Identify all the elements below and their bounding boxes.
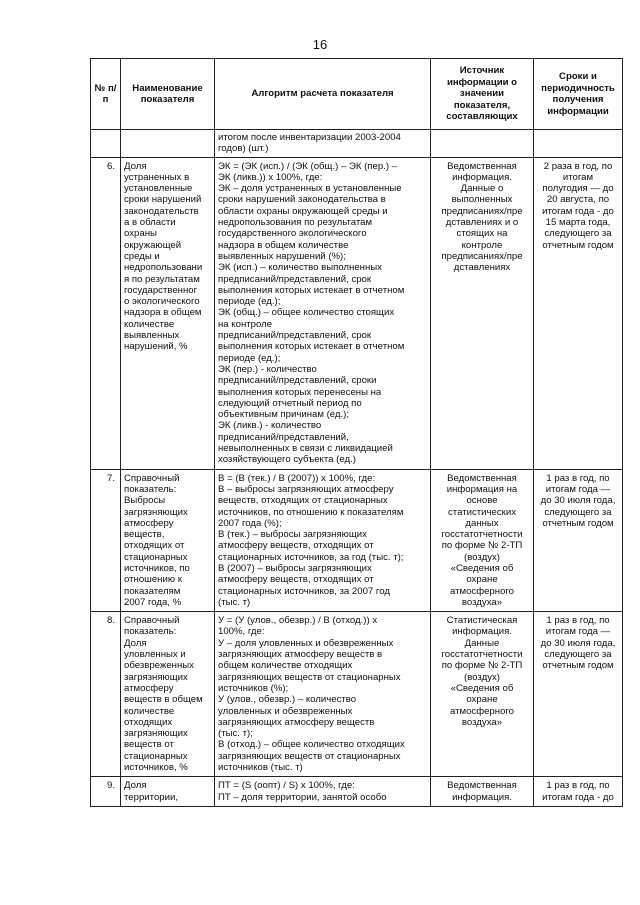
calculation-algorithm <box>215 612 431 777</box>
text-line: Статистическая <box>446 615 518 627</box>
text-line: годов) (шт.) <box>218 143 269 155</box>
text-line: выявленных <box>124 330 180 342</box>
header-name: Наименование показателя <box>121 59 215 130</box>
text-line: отчетным годом <box>542 517 614 529</box>
text-line: загрязняющих <box>124 671 188 683</box>
indicator-name <box>121 157 215 469</box>
text-line: ЭК (исп.) – количество выполненных <box>218 262 382 274</box>
text-line: атмосферного <box>449 705 515 717</box>
text-line: информация. <box>452 626 512 638</box>
text-line: следующего за <box>544 506 612 518</box>
text-line: предписаний/представлений, срок <box>218 273 372 285</box>
reporting-period <box>534 469 623 612</box>
text-line: 2007 года (%); <box>218 517 282 529</box>
text-line: госстатотчетности <box>441 529 523 541</box>
table-row <box>91 157 623 469</box>
text-line: информация на <box>446 483 518 495</box>
header-source: Источник информации о значении показателя, составляющих <box>431 59 534 130</box>
text-line: «Сведения об <box>450 562 514 574</box>
text-line: 1 раз в год, по <box>546 780 610 792</box>
text-line: ЭК (пер.) - количество <box>218 363 317 375</box>
text-line: по форме № 2-ТП <box>441 660 523 672</box>
page-number: 16 <box>312 37 328 52</box>
text-line: У (улов., обезвр.) – количество <box>218 694 357 706</box>
text-line: окружающей <box>124 239 182 251</box>
text-line: (воздух) <box>464 551 500 563</box>
text-line: количестве <box>124 318 175 330</box>
text-line: показатель: <box>124 483 177 495</box>
text-line: недропользования по результатам <box>218 217 373 229</box>
table-header-row <box>91 59 623 130</box>
table-row <box>91 612 623 777</box>
header-algorithm: Алгоритм расчета показателя <box>215 59 431 130</box>
text-line: выполнения которых истекает в отчетном <box>218 284 405 296</box>
text-line: (тыс. т) <box>218 596 251 608</box>
table-row <box>91 469 623 612</box>
text-line: 2 раза в год, по <box>543 160 613 172</box>
text-line: загрязняющих <box>124 728 188 740</box>
text-line: Данные <box>464 637 500 649</box>
text-line: уловленных и <box>124 649 186 661</box>
text-line: итогам <box>562 171 594 183</box>
header-period: Сроки и периодичность получения информации <box>534 59 623 130</box>
text-line: надзора в общем <box>124 307 202 319</box>
text-line: источников (тыс. т) <box>218 762 303 774</box>
text-line: веществ, <box>124 529 165 541</box>
information-source <box>431 157 534 469</box>
text-line: В – выбросы загрязняющих атмосферу <box>218 483 394 495</box>
text-line: Выбросы <box>124 495 166 507</box>
text-line: следующий отчетный период по <box>218 397 362 409</box>
text-line: стационарных <box>124 551 188 563</box>
text-line: информация. <box>452 171 512 183</box>
text-line: итогам года - до <box>542 205 614 217</box>
text-line: итогом после инвентаризации 2003-2004 <box>218 132 401 143</box>
text-line: охране <box>466 574 498 586</box>
text-line: общем количестве отходящих <box>218 660 353 672</box>
text-line: периоде (ед.); <box>218 296 281 308</box>
text-line: полугодия — до <box>542 183 614 195</box>
text-line: периоде (ед.); <box>218 352 281 364</box>
row-number: 8. <box>91 612 121 777</box>
text-line: области охраны окружающей среды и <box>218 205 388 217</box>
text-line: предписаний/представлений, <box>218 431 349 443</box>
text-line: отходящих <box>124 716 173 728</box>
text-line: показателям <box>124 585 181 597</box>
text-line: обезвреженных <box>124 660 194 672</box>
text-line: У = (У (улов., обезвр.) / В (отход.)) х <box>218 615 378 627</box>
indicator-name <box>121 777 215 807</box>
text-line: статистических <box>448 506 516 518</box>
text-line: Ведомственная <box>447 780 517 792</box>
text-line: 1 раз в год, по <box>546 615 610 627</box>
text-line: охране <box>466 694 498 706</box>
text-line: воздуха» <box>461 596 503 608</box>
text-line: предписаний/представлений, сроки <box>218 375 377 387</box>
text-line: следующего за <box>544 649 612 661</box>
text-line: сроки нарушений <box>124 194 202 206</box>
text-line: итогам года - до <box>542 791 614 803</box>
text-line: предписаниях/пре <box>441 205 523 217</box>
text-line: атмосферу <box>124 682 174 694</box>
text-line: Ведомственная <box>447 472 517 484</box>
text-line: объективным причинам (ед.); <box>218 409 350 421</box>
text-line: стационарных <box>124 750 188 762</box>
text-line: до 30 июля года, <box>540 637 616 649</box>
text-line: госстатотчетности <box>441 649 523 661</box>
text-line: выполнения которых перенесены на <box>218 386 382 398</box>
text-line: выявленных нарушений (%); <box>218 250 346 262</box>
text-line: государственног <box>124 284 198 296</box>
text-line: сроки нарушений законодательства в <box>218 194 386 206</box>
text-line: ЭК – доля устраненных в установленные <box>218 183 402 195</box>
text-line: загрязняющих веществ от стационарных <box>218 750 401 762</box>
text-line: дставлениях и о <box>445 217 519 229</box>
text-line: веществ, отходящих от стационарных <box>218 495 388 507</box>
text-line: Доля <box>124 637 147 649</box>
text-line: отчетным годом <box>542 660 614 672</box>
text-line: ПТ = (S (оопт) / S) х 100%, где: <box>218 780 355 792</box>
text-line: Доля <box>124 780 147 792</box>
calculation-algorithm <box>215 777 431 807</box>
text-line: а в области <box>124 217 176 229</box>
text-line: атмосферу веществ, отходящих от <box>218 574 374 586</box>
indicators-table <box>90 58 623 807</box>
text-line: данных <box>465 517 499 529</box>
text-line: «Сведения об <box>450 682 514 694</box>
continuation-algorithm <box>215 130 431 158</box>
text-line: 15 марта года, <box>545 217 611 229</box>
text-line: У – доля уловленных и обезвреженных <box>218 637 394 649</box>
text-line: (воздух) <box>464 671 500 683</box>
text-line: количестве <box>124 705 175 717</box>
text-line: государственного экологического <box>218 228 367 240</box>
text-line: предписаний/представлений, срок <box>218 330 372 342</box>
text-line: (тыс. т); <box>218 728 253 740</box>
text-line: на контроле <box>218 318 273 330</box>
indicator-name <box>121 469 215 612</box>
text-line: Справочный <box>124 472 180 484</box>
text-line: следующего за <box>544 228 612 240</box>
row-number: 9. <box>91 777 121 807</box>
text-line: предписаниях/пре <box>441 250 523 262</box>
text-line: до 30 июля года, <box>540 495 616 507</box>
text-line: ПТ – доля территории, занятой особо <box>218 791 387 803</box>
text-line: законодательств <box>124 205 199 217</box>
reporting-period <box>534 612 623 777</box>
text-line: недропользовани <box>124 262 203 274</box>
text-line: 1 раз в год, по <box>546 472 610 484</box>
text-line: итогам года — <box>545 626 611 638</box>
text-line: нарушений, % <box>124 341 188 353</box>
text-line: я по результатам <box>124 273 200 285</box>
text-line: В = (В (тек.) / В (2007)) х 100%, где: <box>218 472 376 484</box>
reporting-period <box>534 777 623 807</box>
table-row <box>91 777 623 807</box>
text-line: устраненных в <box>124 171 190 183</box>
text-line: по форме № 2-ТП <box>441 540 523 552</box>
row-number: 6. <box>91 157 121 469</box>
header-num: № п/п <box>91 59 121 130</box>
text-line: 20 августа, по <box>546 194 610 206</box>
text-line: установленные <box>124 183 193 195</box>
text-line: атмосферного <box>449 585 515 597</box>
text-line: контроле <box>461 239 503 251</box>
text-line: ЭК (ликв.) - количество <box>218 420 322 432</box>
text-line: ЭК (общ.) – общее количество стоящих <box>218 307 395 319</box>
information-source <box>431 469 534 612</box>
text-line: стоящих на <box>456 228 508 240</box>
text-line: загрязняющих веществ от стационарных <box>218 671 401 683</box>
text-line: охраны <box>124 228 157 240</box>
calculation-algorithm <box>215 157 431 469</box>
text-line: о экологического <box>124 296 200 308</box>
text-line: 2007 года, % <box>124 596 182 608</box>
text-line: В (2007) – выбросы загрязняющих <box>218 562 372 574</box>
text-line: В (тек.) – выбросы загрязняющих <box>218 529 367 541</box>
text-line: Доля <box>124 160 147 172</box>
text-line: Ведомственная <box>447 160 517 172</box>
text-line: ЭК = (ЭК (исп.) / (ЭК (общ.) – ЭК (пер.) – <box>218 160 398 172</box>
text-line: дставлениях <box>453 262 511 274</box>
text-line: выполненных <box>451 194 513 206</box>
text-line: 100%, где: <box>218 626 265 638</box>
row-number: 7. <box>91 469 121 612</box>
text-line: информация. <box>452 791 512 803</box>
text-line: атмосферу веществ, отходящих от <box>218 540 374 552</box>
text-line: загрязняющих атмосферу веществ в <box>218 649 383 661</box>
calculation-algorithm <box>215 469 431 612</box>
text-line: стационарных источников, за год (тыс. т); <box>218 551 404 563</box>
text-line: ЭК (ликв.)) х 100%, где: <box>218 171 323 183</box>
text-line: основе <box>466 495 498 507</box>
information-source <box>431 777 534 807</box>
text-line: показатель: <box>124 626 177 638</box>
text-line: отчетным годом <box>542 239 614 251</box>
text-line: надзора в общем количестве <box>218 239 349 251</box>
text-line: уловленных и обезвреженных <box>218 705 353 717</box>
text-line: загрязняющих атмосферу веществ <box>218 716 375 728</box>
text-line: Данные о <box>460 183 504 195</box>
text-line: веществ от <box>124 739 174 751</box>
text-line: хозяйствующего субъекта (ед.) <box>218 454 356 466</box>
information-source <box>431 612 534 777</box>
text-line: веществ в общем <box>124 694 203 706</box>
text-line: Справочный <box>124 615 180 627</box>
text-line: атмосферу <box>124 517 174 529</box>
text-line: итогам года — <box>545 483 611 495</box>
text-line: В (отход.) – общее количество отходящих <box>218 739 405 751</box>
text-line: выполнения которых истекает в отчетном <box>218 341 405 353</box>
text-line: источников (%); <box>218 682 289 694</box>
continuation-row <box>91 130 623 158</box>
text-line: отходящих от <box>124 540 185 552</box>
text-line: стационарных источников, за 2007 год <box>218 585 390 597</box>
text-line: невыполненных в связи с ликвидацией <box>218 443 393 455</box>
indicator-name <box>121 612 215 777</box>
text-line: источников, по <box>124 562 190 574</box>
text-line: загрязняющих <box>124 506 188 518</box>
text-line: территории, <box>124 791 178 803</box>
text-line: отношению к <box>124 574 182 586</box>
reporting-period <box>534 157 623 469</box>
text-line: источников, % <box>124 762 188 774</box>
text-line: воздуха» <box>461 716 503 728</box>
text-line: источников, по отношению к показателям <box>218 506 404 518</box>
text-line: среды и <box>124 250 160 262</box>
